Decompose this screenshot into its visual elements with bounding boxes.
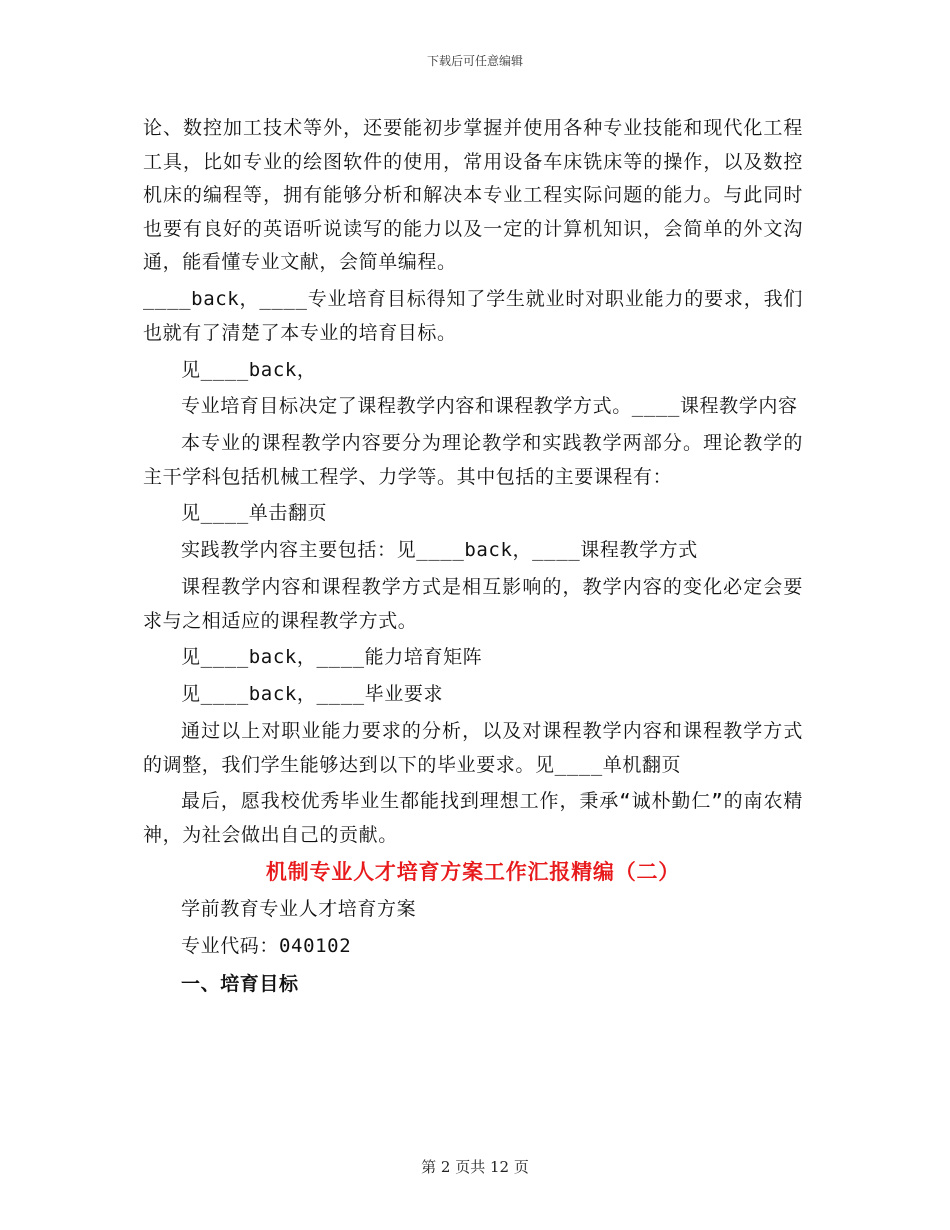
paragraph: 见____back，____能力培育矩阵 — [181, 646, 483, 669]
paragraph: 见____back， — [181, 358, 317, 381]
paragraph: 见____back，____毕业要求 — [181, 683, 444, 706]
paragraph: 论、数控加工技术等外，还要能初步掌握并使用各种专业技能和现代化工程工具，比如专业的绘图软件的使用，常用设备车床铣床等的操作，以及数控机床的编程等，拥有能够分析和解决本专业工程实际问题的能力。与此同时也要有良好的英语听说读写的能力以及一定的计算机知识，会简单的外文沟通，能看懂专业文献，会简单编程。 — [143, 117, 803, 274]
paragraph: 本专业的课程教学内容要分为理论教学和实践教学两部分。理论教学的主干学科包括机械工程学、力学等。其中包括的主要课程有： — [143, 432, 803, 488]
paragraph: 见____单击翻页 — [181, 502, 328, 525]
paragraph: 课程教学内容和课程教学方式是相互影响的，教学内容的变化必定会要求与之相适应的课程教学方式。 — [143, 576, 803, 632]
subheading: 一、培育目标 — [181, 972, 299, 995]
paragraph: ____back，____专业培育目标得知了学生就业时对职业能力的要求，我们也就有了清楚了本专业的培育目标。 — [143, 288, 803, 344]
paragraph: 实践教学内容主要包括：见____back，____课程教学方式 — [181, 539, 698, 562]
page-footer: 第 2 页共 12 页 — [421, 1158, 529, 1176]
paragraph: 通过以上对职业能力要求的分析，以及对课程教学内容和课程教学方式的调整，我们学生能够达到以下的毕业要求。见____单机翻页 — [143, 719, 803, 776]
paragraph: 最后，愿我校优秀毕业生都能找到理想工作，秉承“诚朴勤仁”的南农精神，为社会做出自己的贡献。 — [143, 790, 803, 846]
document-body — [143, 112, 803, 1004]
paragraph: 学前教育专业人才培育方案 — [181, 898, 417, 921]
section-title: 机制专业人才培育方案工作汇报精编（二） — [265, 859, 681, 884]
paragraph: 专业代码：040102 — [181, 935, 352, 958]
paragraph: 专业培育目标决定了课程教学内容和课程教学方式。____课程教学内容 — [181, 395, 798, 418]
page-header: 下载后可任意编辑 — [426, 54, 523, 68]
